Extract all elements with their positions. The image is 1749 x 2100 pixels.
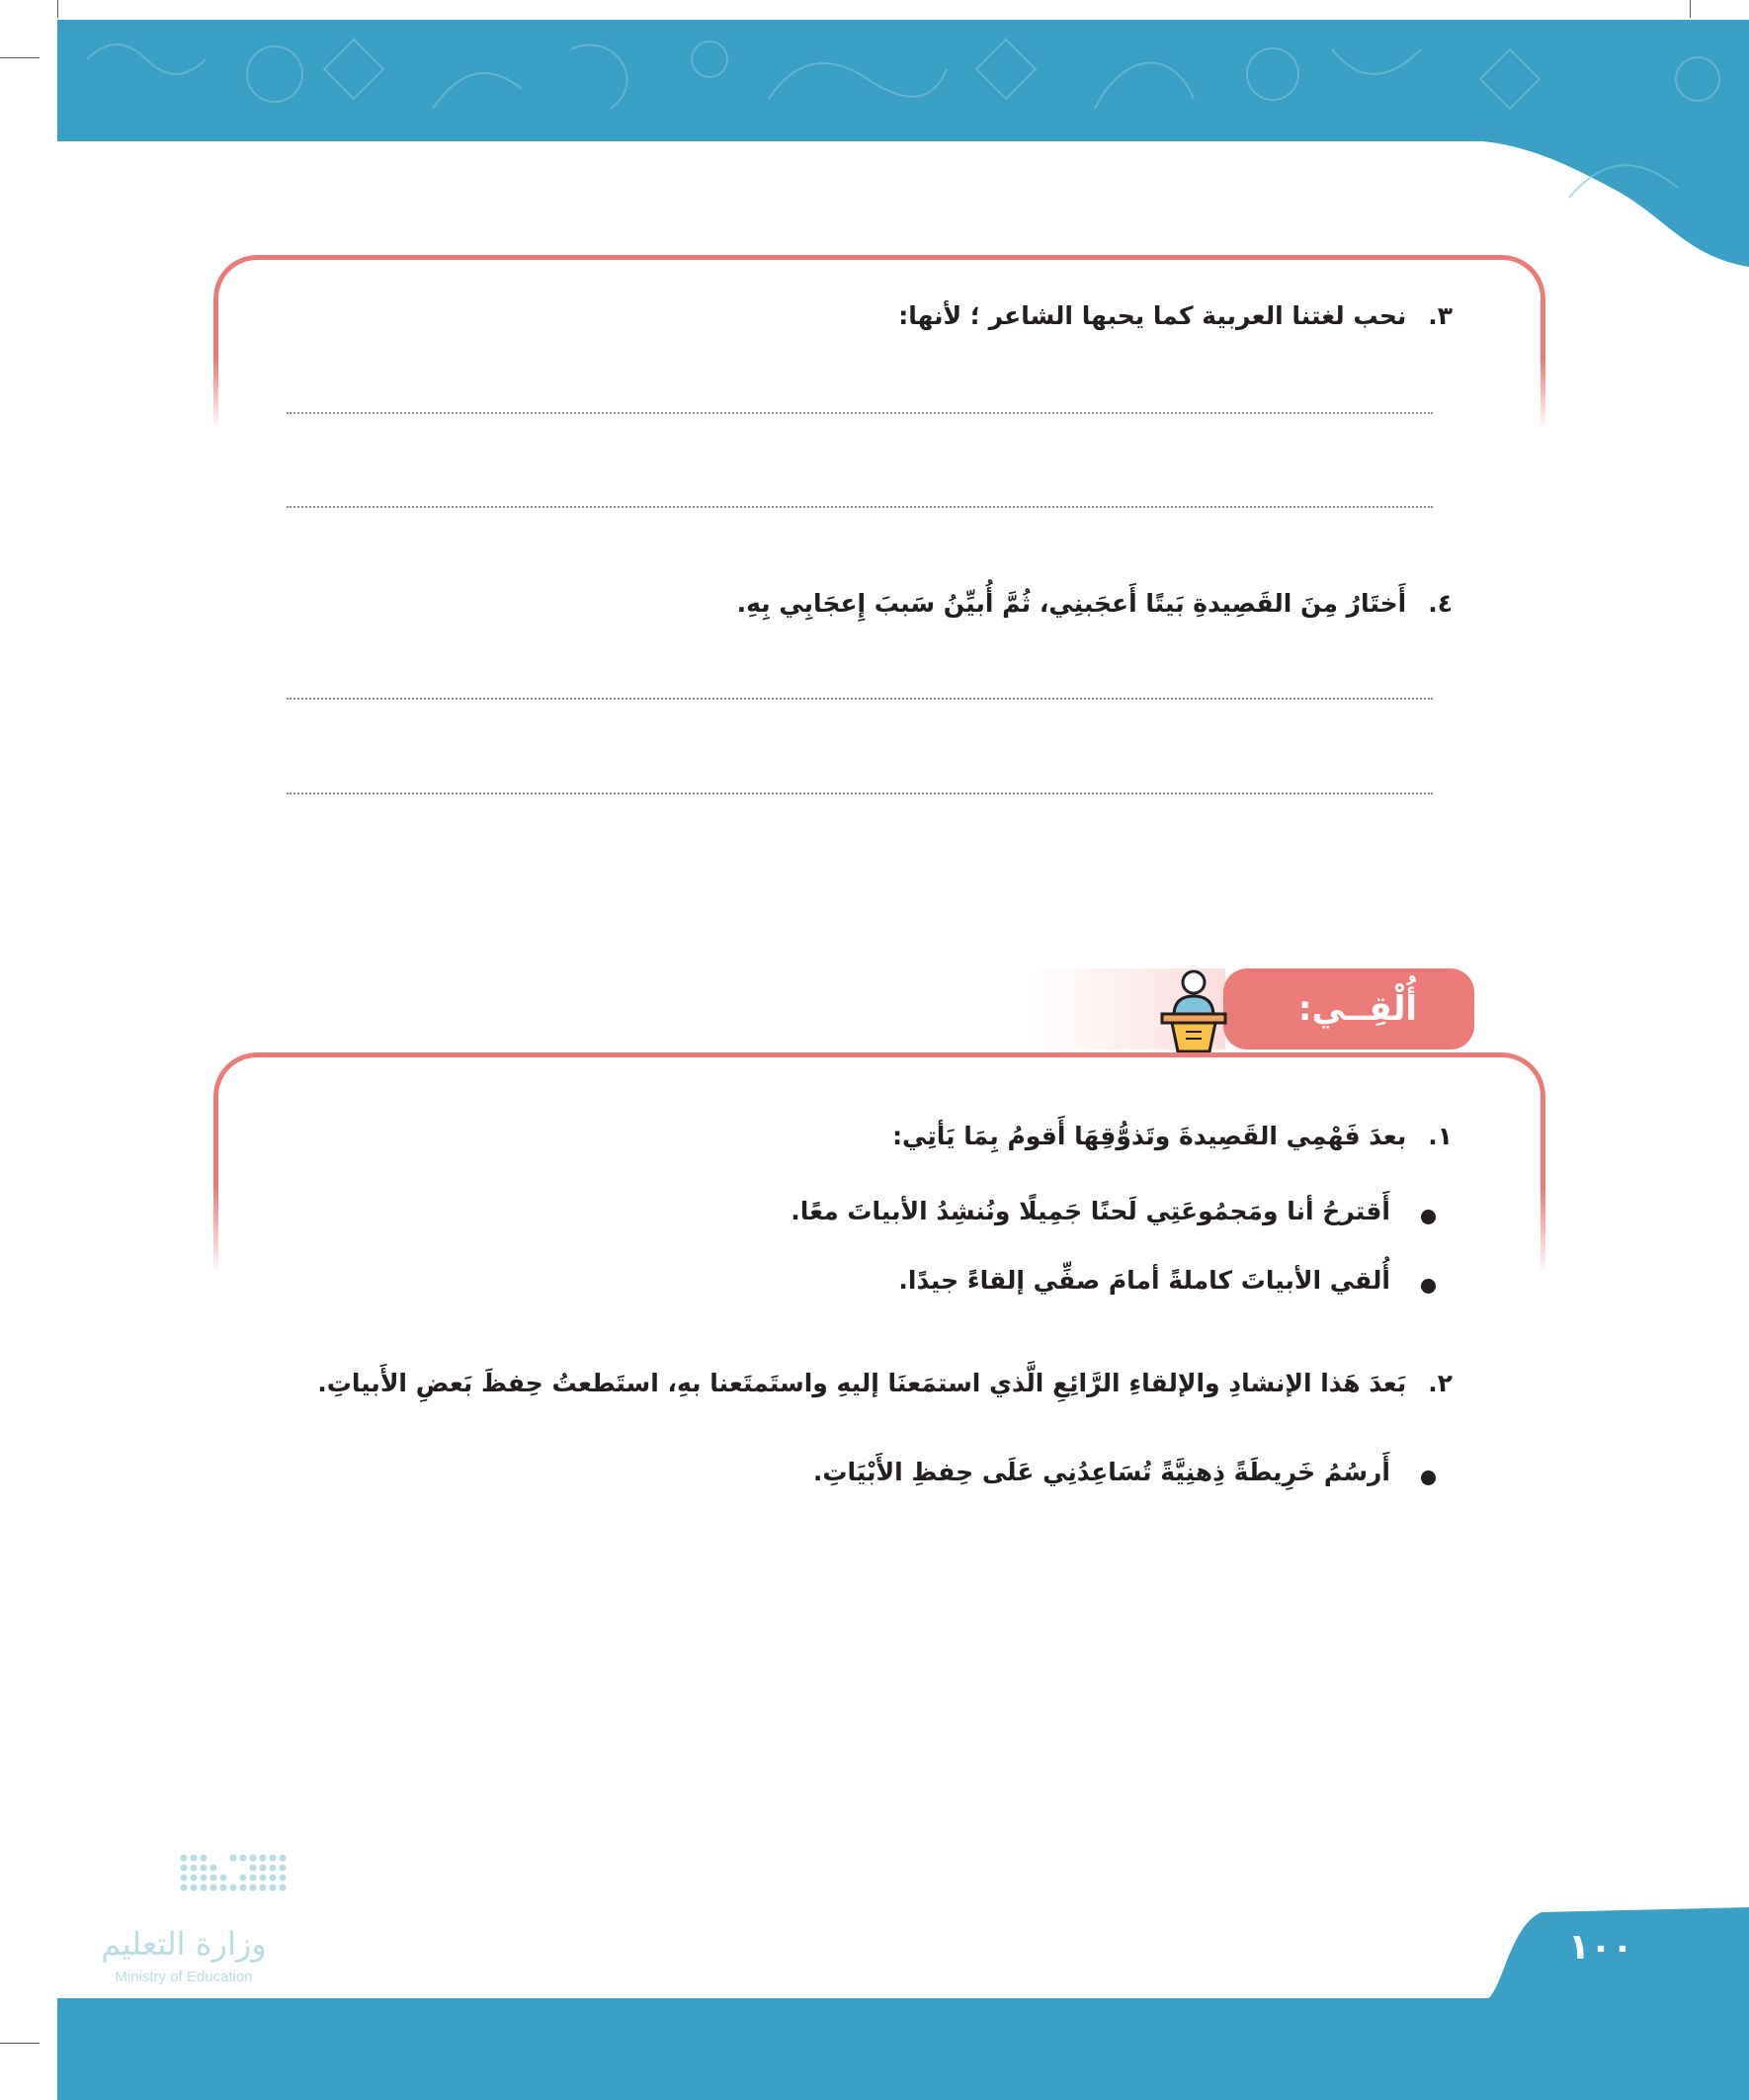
bullet-point — [1421, 1210, 1436, 1224]
question-2 — [317, 1369, 1453, 1397]
question-number: ٢. — [1428, 1369, 1453, 1397]
answer-line[interactable] — [287, 412, 1433, 414]
answer-line[interactable] — [287, 698, 1433, 700]
section-header-ulqi — [1223, 968, 1474, 1050]
question-text: بَعدَ هَذا الإنشادِ والإلقاءِ الرَّائِعِ الَّذي استمَعنَا إليهِ واستَمتَعنا بهِ، استَطعتُ حِفظَ بَعضِ الأَبياتِ. — [317, 1369, 1407, 1397]
bullet-item — [898, 1266, 1390, 1295]
question-text: أَختَارُ مِنَ القَصِيدةِ بَيتًا أَعجَبنِي، ثُمَّ أُبيِّنُ سَببَ إِعجَابِي بِهِ. — [736, 589, 1407, 618]
bullet-item — [813, 1458, 1390, 1486]
footer-band — [57, 1998, 1749, 2100]
ministry-name-arabic: وزارة التعليم — [101, 1925, 267, 1963]
question-text: بعدَ فَهْمِي القَصِيدةَ وتَذوُّقِهَا أَقومُ بِمَا يَأتِي: — [892, 1122, 1407, 1150]
bullet-point — [1421, 1279, 1436, 1294]
exercise-panel-lower — [213, 1052, 1545, 1275]
calligraphy-pattern — [57, 20, 1749, 267]
crop-mark — [1690, 0, 1691, 18]
bullet-text: أَرسُمُ خَرِيطَةً ذِهنِيَّةً تُسَاعِدُنِي عَلَى حِفظِ الأَبْيَاتِ. — [812, 1458, 1390, 1486]
ministry-name-english: Ministry of Education — [115, 1969, 253, 1985]
exercise-panel-upper — [213, 255, 1545, 428]
bullet-item — [791, 1197, 1390, 1225]
bullet-text: أُلقي الأبياتَ كاملةً أمامَ صفِّي إلقاءً جيدًا. — [898, 1266, 1390, 1295]
section-title: أُلْقِــي: — [1297, 989, 1417, 1029]
question-4 — [737, 589, 1453, 618]
answer-line[interactable] — [287, 793, 1433, 795]
question-1 — [892, 1122, 1453, 1150]
question-number: ٤. — [1428, 589, 1453, 618]
crop-mark — [0, 2043, 40, 2044]
page-number: ١٠٠ — [1568, 1927, 1633, 1968]
speaker-podium-icon — [1158, 968, 1229, 1055]
question-number: ٣. — [1428, 301, 1453, 330]
answer-line[interactable] — [287, 506, 1433, 508]
bullet-point — [1421, 1470, 1436, 1485]
question-3 — [898, 301, 1453, 330]
crop-mark — [0, 57, 40, 58]
bullet-text: أَقترحُ أنا ومَجمُوعَتِي لَحنًا جَمِيلًا ونُنشِدُ الأبياتَ معًا. — [791, 1197, 1390, 1225]
question-number: ١. — [1428, 1122, 1453, 1150]
crop-mark — [57, 0, 58, 18]
question-text: نحب لغتنا العربية كما يحبها الشاعر ؛ لأنها: — [898, 301, 1407, 330]
